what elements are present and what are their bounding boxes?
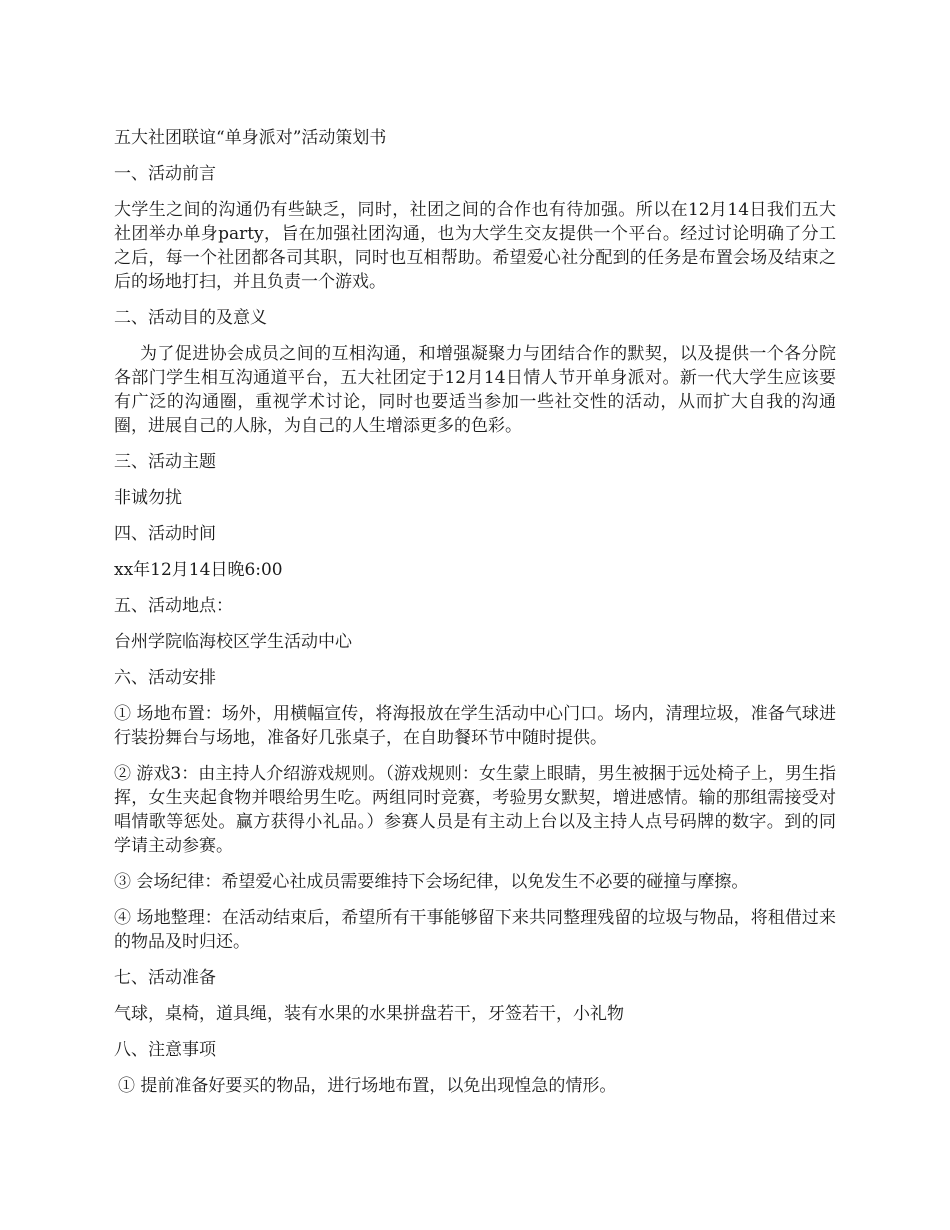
schedule-item-cleanup: ④ 场地整理：在活动结束后，希望所有干事能够留下来共同整理残留的垃圾与物品，将租借过来的物品及时归还。 xyxy=(114,908,836,952)
section-heading-preparation: 七、活动准备 xyxy=(114,968,216,988)
section-heading-preface: 一、活动前言 xyxy=(114,164,216,184)
section-body-theme: 非诚勿扰 xyxy=(114,488,182,508)
section-heading-schedule: 六、活动安排 xyxy=(114,668,216,688)
section-heading-location: 五、活动地点： xyxy=(114,596,233,616)
schedule-item-venue-setup: ① 场地布置：场外，用横幅宣传，将海报放在学生活动中心门口。场内，清理垃圾，准备气球进行装扮舞台与场地，准备好几张桌子，在自助餐环节中随时提供。 xyxy=(114,704,836,748)
section-body-preparation: 气球，桌椅，道具绳，装有水果的水果拼盘若干，牙签若干，小礼物 xyxy=(114,1004,624,1024)
section-body-location: 台州学院临海校区学生活动中心 xyxy=(114,632,352,652)
section-heading-theme: 三、活动主题 xyxy=(114,452,216,472)
section-heading-notes: 八、注意事项 xyxy=(114,1040,216,1060)
section-heading-time: 四、活动时间 xyxy=(114,524,216,544)
schedule-item-discipline: ③ 会场纪律：希望爱心社成员需要维持下会场纪律，以免发生不必要的碰撞与摩擦。 xyxy=(114,872,749,892)
section-body-purpose: 为了促进协会成员之间的互相沟通，和增强凝聚力与团结合作的默契，以及提供一个各分院各部门学生相互沟通道平台，五大社团定于12月14日情人节开单身派对。新一代大学生应该要有广泛的沟通圈，重视学术讨论，同时也要适当参加一些社交性的活动，从而扩大自我的沟通圈，进展自己的人脉，为自己的人生增添更多的色彩。 xyxy=(114,344,836,436)
document-page xyxy=(114,126,836,1110)
section-body-time: xx年12月14日晚6:00 xyxy=(114,560,283,580)
document-title: 五大社团联谊“单身派对”活动策划书 xyxy=(114,128,387,148)
schedule-item-game: ② 游戏3：由主持人介绍游戏规则。（游戏规则：女生蒙上眼睛，男生被捆于远处椅子上，男生指挥，女生夹起食物并喂给男生吃。两组同时竞赛，考验男女默契，增进感情。输的那组需接受对唱情歌等惩处。赢方获得小礼品。）参赛人员是有主动上台以及主持人点号码牌的数字。到的同学请主动参赛。 xyxy=(114,764,836,856)
section-body-preface: 大学生之间的沟通仍有些缺乏，同时，社团之间的合作也有待加强。所以在12月14日我们五大社团举办单身party，旨在加强社团沟通，也为大学生交友提供一个平台。经过讨论明确了分工之后，每一个社团都各司其职，同时也互相帮助。希望爱心社分配到的任务是布置会场及结束之后的场地打扫，并且负责一个游戏。 xyxy=(114,200,836,292)
section-heading-purpose: 二、活动目的及意义 xyxy=(114,308,267,328)
section-body-notes: ① 提前准备好要买的物品，进行场地布置，以免出现惶急的情形。 xyxy=(118,1076,617,1096)
